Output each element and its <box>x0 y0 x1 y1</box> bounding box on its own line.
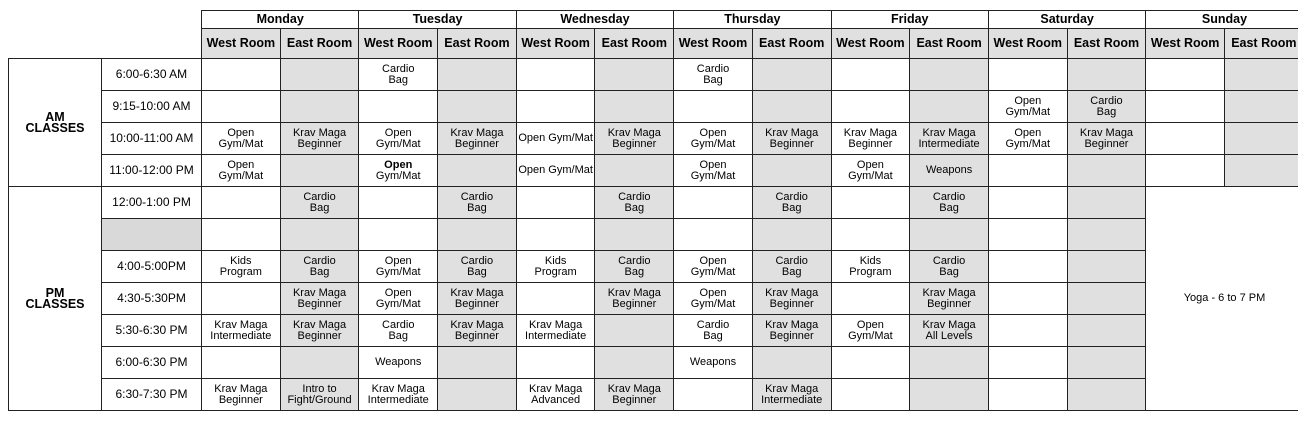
schedule-row <box>9 219 1298 251</box>
time-slot: 12:00-1:00 PM <box>102 187 202 219</box>
class-cell <box>831 91 910 123</box>
class-cell <box>988 155 1067 187</box>
class-cell <box>988 219 1067 251</box>
class-cell <box>831 347 910 379</box>
class-cell: Weapons <box>359 347 438 379</box>
class-cell <box>438 219 517 251</box>
class-cell <box>202 59 281 91</box>
class-cell: Open Gym/Mat <box>674 283 753 315</box>
room-header-sunday-east-room: East Room <box>1225 29 1298 59</box>
time-slot: 6:00-6:30 AM <box>102 59 202 91</box>
class-cell <box>831 219 910 251</box>
class-cell <box>1225 59 1298 91</box>
class-cell: Krav Maga Intermediate <box>516 315 595 347</box>
class-cell: Open Gym/Mat <box>516 123 595 155</box>
class-cell: Cardio Bag <box>674 315 753 347</box>
room-header-sunday-west-room: West Room <box>1146 29 1225 59</box>
class-cell: Cardio Bag <box>438 251 517 283</box>
room-header-saturday-west-room: West Room <box>988 29 1067 59</box>
class-cell: Open Gym/Mat <box>831 155 910 187</box>
schedule-row <box>9 315 1298 347</box>
class-cell <box>516 219 595 251</box>
class-cell <box>280 155 359 187</box>
class-cell: Krav Maga Intermediate <box>910 123 989 155</box>
class-cell: Cardio Bag <box>752 251 831 283</box>
class-cell <box>1067 155 1146 187</box>
schedule-header <box>9 11 1298 59</box>
class-cell <box>752 347 831 379</box>
time-slot: 9:15-10:00 AM <box>102 91 202 123</box>
class-cell: Weapons <box>910 155 989 187</box>
time-slot: 10:00-11:00 AM <box>102 123 202 155</box>
class-cell: Krav Maga Beginner <box>202 379 281 411</box>
day-header-thursday: Thursday <box>674 11 831 29</box>
class-schedule-table <box>8 10 1298 411</box>
class-cell <box>1067 219 1146 251</box>
time-slot: 11:00-12:00 PM <box>102 155 202 187</box>
class-cell <box>202 219 281 251</box>
class-cell <box>516 347 595 379</box>
class-cell: Krav Maga Intermediate <box>359 379 438 411</box>
class-cell <box>438 91 517 123</box>
class-cell: Krav Maga Beginner <box>438 283 517 315</box>
class-cell <box>1067 315 1146 347</box>
class-cell <box>910 59 989 91</box>
class-cell: Open Gym/Mat <box>674 251 753 283</box>
class-cell <box>516 283 595 315</box>
class-cell: Open Gym/Mat <box>359 283 438 315</box>
class-cell: Cardio Bag <box>674 59 753 91</box>
class-cell: Cardio Bag <box>359 59 438 91</box>
class-cell: Krav Maga Beginner <box>752 283 831 315</box>
class-cell <box>595 59 674 91</box>
class-cell: Krav Maga Beginner <box>752 123 831 155</box>
room-header-tuesday-west-room: West Room <box>359 29 438 59</box>
class-cell <box>438 347 517 379</box>
class-cell: Open Gym/Mat <box>988 123 1067 155</box>
class-cell <box>1067 347 1146 379</box>
class-cell: Krav Maga Beginner <box>595 379 674 411</box>
class-cell <box>1067 251 1146 283</box>
class-cell <box>910 91 989 123</box>
class-cell <box>752 155 831 187</box>
room-header-saturday-east-room: East Room <box>1067 29 1146 59</box>
class-cell: Krav Maga Beginner <box>280 283 359 315</box>
class-cell <box>1225 91 1298 123</box>
class-cell <box>516 187 595 219</box>
class-cell: Cardio Bag <box>910 187 989 219</box>
class-cell: Cardio Bag <box>752 187 831 219</box>
class-cell <box>359 91 438 123</box>
sunday-yoga-cell: Yoga - 6 to 7 PM <box>1146 187 1298 411</box>
class-cell <box>910 219 989 251</box>
class-cell <box>595 347 674 379</box>
class-cell <box>438 379 517 411</box>
class-cell: Krav Maga Intermediate <box>202 315 281 347</box>
class-cell: Cardio Bag <box>438 187 517 219</box>
class-cell <box>1146 155 1225 187</box>
class-cell: Cardio Bag <box>910 251 989 283</box>
room-header-friday-east-room: East Room <box>910 29 989 59</box>
class-cell <box>202 347 281 379</box>
schedule-body <box>9 59 1298 411</box>
schedule-row <box>9 187 1298 219</box>
class-cell <box>438 59 517 91</box>
class-cell <box>359 219 438 251</box>
class-cell <box>1146 59 1225 91</box>
class-cell <box>1067 283 1146 315</box>
class-cell: Open Gym/Mat <box>674 123 753 155</box>
room-header-wednesday-west-room: West Room <box>516 29 595 59</box>
class-cell: Cardio Bag <box>359 315 438 347</box>
class-cell <box>988 187 1067 219</box>
class-cell <box>595 155 674 187</box>
day-header-tuesday: Tuesday <box>359 11 516 29</box>
class-cell <box>280 219 359 251</box>
class-cell <box>202 91 281 123</box>
class-cell <box>595 315 674 347</box>
room-header-row <box>9 29 1298 59</box>
class-cell: Krav Maga All Levels <box>910 315 989 347</box>
class-cell <box>280 347 359 379</box>
class-cell: Kids Program <box>831 251 910 283</box>
class-cell: Krav Maga Beginner <box>438 123 517 155</box>
class-cell <box>910 347 989 379</box>
class-cell: Open Gym/Mat <box>359 251 438 283</box>
class-cell <box>202 187 281 219</box>
room-header-thursday-west-room: West Room <box>674 29 753 59</box>
class-cell <box>438 155 517 187</box>
class-cell <box>516 59 595 91</box>
schedule-row <box>9 155 1298 187</box>
room-header-thursday-east-room: East Room <box>752 29 831 59</box>
class-cell: Cardio Bag <box>1067 91 1146 123</box>
schedule-row <box>9 251 1298 283</box>
class-cell <box>752 59 831 91</box>
time-slot <box>102 219 202 251</box>
class-cell <box>1067 379 1146 411</box>
class-cell: Cardio Bag <box>280 251 359 283</box>
schedule-row <box>9 91 1298 123</box>
class-cell <box>359 187 438 219</box>
day-header-friday: Friday <box>831 11 988 29</box>
time-slot: 6:00-6:30 PM <box>102 347 202 379</box>
class-cell <box>988 251 1067 283</box>
class-cell <box>752 219 831 251</box>
class-cell: Krav Maga Beginner <box>280 315 359 347</box>
class-cell <box>831 379 910 411</box>
class-cell: Krav Maga Beginner <box>280 123 359 155</box>
day-header-row <box>9 11 1298 29</box>
class-cell <box>988 379 1067 411</box>
class-cell: Krav Maga Beginner <box>831 123 910 155</box>
class-cell <box>1067 187 1146 219</box>
header-corner <box>9 11 202 59</box>
class-cell <box>595 219 674 251</box>
class-cell: Kids Program <box>202 251 281 283</box>
class-cell <box>910 379 989 411</box>
class-cell <box>202 283 281 315</box>
day-header-saturday: Saturday <box>988 11 1145 29</box>
class-cell <box>674 219 753 251</box>
class-cell <box>831 187 910 219</box>
class-cell <box>674 187 753 219</box>
room-header-tuesday-east-room: East Room <box>438 29 517 59</box>
class-cell <box>595 91 674 123</box>
class-cell <box>988 283 1067 315</box>
class-cell <box>1146 91 1225 123</box>
class-cell <box>1225 155 1298 187</box>
time-slot: 5:30-6:30 PM <box>102 315 202 347</box>
class-cell: Krav Maga Beginner <box>595 283 674 315</box>
time-slot: 6:30-7:30 PM <box>102 379 202 411</box>
class-cell <box>1067 59 1146 91</box>
class-cell: Krav Maga Beginner <box>1067 123 1146 155</box>
class-cell <box>988 347 1067 379</box>
section-label-am: AM CLASSES <box>9 59 102 187</box>
room-header-wednesday-east-room: East Room <box>595 29 674 59</box>
schedule-row <box>9 283 1298 315</box>
room-header-monday-east-room: East Room <box>280 29 359 59</box>
class-cell: Open Gym/Mat <box>359 155 438 187</box>
class-cell <box>280 59 359 91</box>
class-cell <box>831 59 910 91</box>
class-cell: Krav Maga Intermediate <box>752 379 831 411</box>
class-cell: Open Gym/Mat <box>202 155 281 187</box>
day-header-monday: Monday <box>202 11 359 29</box>
day-header-wednesday: Wednesday <box>516 11 673 29</box>
class-cell: Open Gym/Mat <box>988 91 1067 123</box>
class-cell <box>1225 123 1298 155</box>
class-cell <box>280 91 359 123</box>
class-cell: Open Gym/Mat <box>674 155 753 187</box>
class-cell: Cardio Bag <box>595 251 674 283</box>
room-header-friday-west-room: West Room <box>831 29 910 59</box>
schedule-row <box>9 59 1298 91</box>
class-cell: Open Gym/Mat <box>359 123 438 155</box>
class-cell: Krav Maga Beginner <box>910 283 989 315</box>
class-cell <box>1146 123 1225 155</box>
class-cell: Intro to Fight/Ground <box>280 379 359 411</box>
class-cell: Open Gym/Mat <box>516 155 595 187</box>
class-cell: Krav Maga Beginner <box>438 315 517 347</box>
class-cell: Krav Maga Beginner <box>752 315 831 347</box>
class-cell: Kids Program <box>516 251 595 283</box>
time-slot: 4:00-5:00PM <box>102 251 202 283</box>
class-cell <box>988 59 1067 91</box>
class-cell: Weapons <box>674 347 753 379</box>
class-cell <box>516 91 595 123</box>
class-cell <box>988 315 1067 347</box>
time-slot: 4:30-5:30PM <box>102 283 202 315</box>
class-cell: Cardio Bag <box>280 187 359 219</box>
class-cell: Krav Maga Advanced <box>516 379 595 411</box>
day-header-sunday: Sunday <box>1146 11 1298 29</box>
schedule-row <box>9 123 1298 155</box>
class-cell <box>674 379 753 411</box>
class-cell: Cardio Bag <box>595 187 674 219</box>
room-header-monday-west-room: West Room <box>202 29 281 59</box>
section-label-pm: PM CLASSES <box>9 187 102 411</box>
class-cell: Krav Maga Beginner <box>595 123 674 155</box>
schedule-row <box>9 347 1298 379</box>
class-cell <box>831 283 910 315</box>
class-cell <box>752 91 831 123</box>
class-cell: Open Gym/Mat <box>202 123 281 155</box>
class-cell: Open Gym/Mat <box>831 315 910 347</box>
schedule-row <box>9 379 1298 411</box>
class-cell <box>674 91 753 123</box>
